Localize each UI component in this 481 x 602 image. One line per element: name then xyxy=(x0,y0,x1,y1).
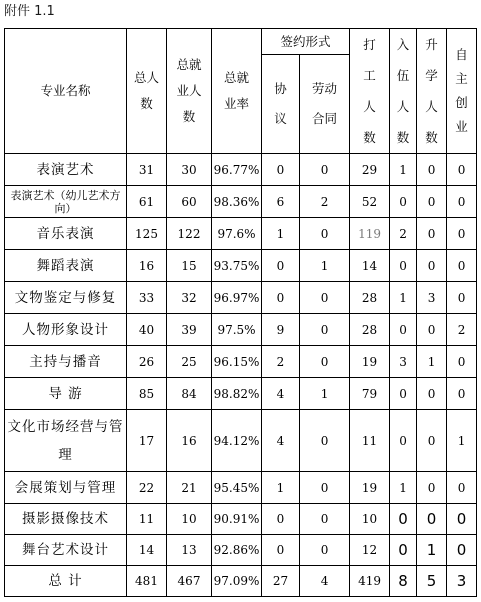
table-row xyxy=(5,282,477,314)
cell-name: 文物鉴定与修复 xyxy=(5,282,127,314)
cell-employed: 15 xyxy=(167,250,212,282)
cell-army: 2 xyxy=(390,218,417,250)
cell-total: 85 xyxy=(127,378,167,410)
cell-startup: 0 xyxy=(447,535,477,566)
header-agreement xyxy=(262,55,300,154)
cell-work: 14 xyxy=(350,250,390,282)
header-total-label: 总人数 xyxy=(133,70,159,111)
cell-startup: 0 xyxy=(447,472,477,504)
table-row xyxy=(5,346,477,378)
cell-name: 表演艺术（幼儿艺术方向） xyxy=(5,186,127,218)
cell-agreement: 4 xyxy=(262,410,300,472)
cell-army: 0 xyxy=(390,410,417,472)
cell-work: 119 xyxy=(350,218,390,250)
table-row xyxy=(5,218,477,250)
cell-employed: 25 xyxy=(167,346,212,378)
cell-employed: 60 xyxy=(167,186,212,218)
cell-work: 19 xyxy=(350,346,390,378)
cell-study: 0 xyxy=(417,504,447,535)
attachment-caption: 附件 1.1 xyxy=(4,4,55,19)
cell-employed: 84 xyxy=(167,378,212,410)
header-employed-label: 总就业人数 xyxy=(176,57,202,124)
total-row xyxy=(5,566,477,597)
cell-startup: 3 xyxy=(447,566,477,597)
table-row xyxy=(5,410,477,472)
cell-employed: 16 xyxy=(167,410,212,472)
cell-total: 31 xyxy=(127,154,167,186)
cell-name: 舞蹈表演 xyxy=(5,250,127,282)
cell-agreement: 9 xyxy=(262,314,300,346)
cell-total: 16 xyxy=(127,250,167,282)
table-body xyxy=(5,154,477,597)
header-rate xyxy=(212,29,262,154)
cell-study: 0 xyxy=(417,472,447,504)
cell-name: 会展策划与管理 xyxy=(5,472,127,504)
cell-army: 0 xyxy=(390,378,417,410)
cell-name: 表演艺术 xyxy=(5,154,127,186)
cell-labor: 0 xyxy=(300,314,350,346)
cell-employed: 10 xyxy=(167,504,212,535)
cell-name: 摄影摄像技术 xyxy=(5,504,127,535)
cell-labor: 2 xyxy=(300,186,350,218)
header-rate-label: 总就业率 xyxy=(223,70,249,111)
cell-rate: 96.77% xyxy=(212,154,262,186)
table-row xyxy=(5,378,477,410)
cell-army: 1 xyxy=(390,282,417,314)
cell-work: 28 xyxy=(350,282,390,314)
header-army xyxy=(390,29,417,154)
cell-labor: 0 xyxy=(300,282,350,314)
cell-study: 0 xyxy=(417,154,447,186)
table-row xyxy=(5,250,477,282)
cell-rate: 96.97% xyxy=(212,282,262,314)
table-row xyxy=(5,472,477,504)
cell-name: 总 计 xyxy=(5,566,127,597)
cell-startup: 0 xyxy=(447,282,477,314)
cell-work: 29 xyxy=(350,154,390,186)
cell-startup: 0 xyxy=(447,186,477,218)
header-employed xyxy=(167,29,212,154)
cell-employed: 32 xyxy=(167,282,212,314)
cell-study: 0 xyxy=(417,410,447,472)
cell-startup: 0 xyxy=(447,250,477,282)
cell-labor: 0 xyxy=(300,154,350,186)
cell-army: 3 xyxy=(390,346,417,378)
cell-agreement: 0 xyxy=(262,154,300,186)
cell-army: 0 xyxy=(390,504,417,535)
cell-work: 12 xyxy=(350,535,390,566)
header-name: 专业名称 xyxy=(5,29,127,154)
table-row xyxy=(5,504,477,535)
cell-study: 3 xyxy=(417,282,447,314)
cell-startup: 0 xyxy=(447,378,477,410)
cell-agreement: 1 xyxy=(262,472,300,504)
header-startup-label: 自主创业 xyxy=(455,47,468,134)
cell-army: 0 xyxy=(390,314,417,346)
header-labor-label: 劳动合同 xyxy=(311,81,337,127)
cell-labor: 1 xyxy=(300,378,350,410)
cell-name: 文化市场经营与管理 xyxy=(5,410,127,472)
cell-agreement: 27 xyxy=(262,566,300,597)
cell-agreement: 6 xyxy=(262,186,300,218)
cell-study: 0 xyxy=(417,250,447,282)
cell-army: 0 xyxy=(390,535,417,566)
cell-total: 40 xyxy=(127,314,167,346)
cell-rate: 97.5% xyxy=(212,314,262,346)
cell-rate: 95.45% xyxy=(212,472,262,504)
cell-total: 17 xyxy=(127,410,167,472)
cell-agreement: 0 xyxy=(262,250,300,282)
cell-total: 26 xyxy=(127,346,167,378)
cell-rate: 98.82% xyxy=(212,378,262,410)
cell-total: 61 xyxy=(127,186,167,218)
cell-startup: 1 xyxy=(447,410,477,472)
cell-total: 11 xyxy=(127,504,167,535)
cell-study: 0 xyxy=(417,218,447,250)
cell-agreement: 0 xyxy=(262,282,300,314)
cell-agreement: 1 xyxy=(262,218,300,250)
header-work-label: 打工人数 xyxy=(363,37,376,145)
cell-startup: 0 xyxy=(447,504,477,535)
cell-rate: 94.12% xyxy=(212,410,262,472)
employment-table xyxy=(4,28,477,597)
cell-employed: 467 xyxy=(167,566,212,597)
cell-study: 0 xyxy=(417,186,447,218)
cell-work: 28 xyxy=(350,314,390,346)
cell-name: 舞台艺术设计 xyxy=(5,535,127,566)
cell-army: 0 xyxy=(390,250,417,282)
header-labor xyxy=(300,55,350,154)
cell-work: 10 xyxy=(350,504,390,535)
cell-study: 0 xyxy=(417,314,447,346)
cell-labor: 0 xyxy=(300,410,350,472)
cell-total: 33 xyxy=(127,282,167,314)
cell-total: 22 xyxy=(127,472,167,504)
cell-name: 导 游 xyxy=(5,378,127,410)
cell-agreement: 2 xyxy=(262,346,300,378)
cell-study: 1 xyxy=(417,535,447,566)
cell-work: 19 xyxy=(350,472,390,504)
cell-total: 481 xyxy=(127,566,167,597)
cell-name: 主持与播音 xyxy=(5,346,127,378)
cell-employed: 122 xyxy=(167,218,212,250)
cell-agreement: 4 xyxy=(262,378,300,410)
cell-rate: 96.15% xyxy=(212,346,262,378)
cell-startup: 0 xyxy=(447,154,477,186)
cell-study: 0 xyxy=(417,378,447,410)
cell-army: 8 xyxy=(390,566,417,597)
cell-employed: 21 xyxy=(167,472,212,504)
cell-labor: 0 xyxy=(300,472,350,504)
header-agreement-label: 协议 xyxy=(274,81,287,127)
cell-total: 14 xyxy=(127,535,167,566)
cell-startup: 0 xyxy=(447,346,477,378)
table-row xyxy=(5,186,477,218)
cell-startup: 2 xyxy=(447,314,477,346)
header-total xyxy=(127,29,167,154)
cell-rate: 92.86% xyxy=(212,535,262,566)
cell-work: 419 xyxy=(350,566,390,597)
cell-army: 0 xyxy=(390,186,417,218)
cell-employed: 13 xyxy=(167,535,212,566)
cell-employed: 30 xyxy=(167,154,212,186)
cell-agreement: 0 xyxy=(262,535,300,566)
table-row xyxy=(5,154,477,186)
header-startup xyxy=(447,29,477,154)
header-army-label: 入伍人数 xyxy=(396,37,410,145)
header-study-label: 升学人数 xyxy=(425,37,438,145)
cell-rate: 90.91% xyxy=(212,504,262,535)
cell-rate: 93.75% xyxy=(212,250,262,282)
table-row xyxy=(5,314,477,346)
cell-agreement: 0 xyxy=(262,504,300,535)
cell-rate: 98.36% xyxy=(212,186,262,218)
cell-name: 人物形象设计 xyxy=(5,314,127,346)
cell-army: 1 xyxy=(390,472,417,504)
cell-study: 5 xyxy=(417,566,447,597)
cell-rate: 97.09% xyxy=(212,566,262,597)
header-contract-group: 签约形式 xyxy=(262,29,350,55)
cell-work: 52 xyxy=(350,186,390,218)
cell-name: 音乐表演 xyxy=(5,218,127,250)
cell-study: 1 xyxy=(417,346,447,378)
header-work xyxy=(350,29,390,154)
cell-total: 125 xyxy=(127,218,167,250)
cell-labor: 0 xyxy=(300,218,350,250)
cell-employed: 39 xyxy=(167,314,212,346)
cell-work: 79 xyxy=(350,378,390,410)
cell-labor: 0 xyxy=(300,504,350,535)
cell-labor: 0 xyxy=(300,346,350,378)
cell-labor: 1 xyxy=(300,250,350,282)
cell-labor: 4 xyxy=(300,566,350,597)
cell-army: 1 xyxy=(390,154,417,186)
cell-work: 11 xyxy=(350,410,390,472)
cell-rate: 97.6% xyxy=(212,218,262,250)
cell-startup: 0 xyxy=(447,218,477,250)
header-study xyxy=(417,29,447,154)
cell-labor: 0 xyxy=(300,535,350,566)
table-row xyxy=(5,535,477,566)
